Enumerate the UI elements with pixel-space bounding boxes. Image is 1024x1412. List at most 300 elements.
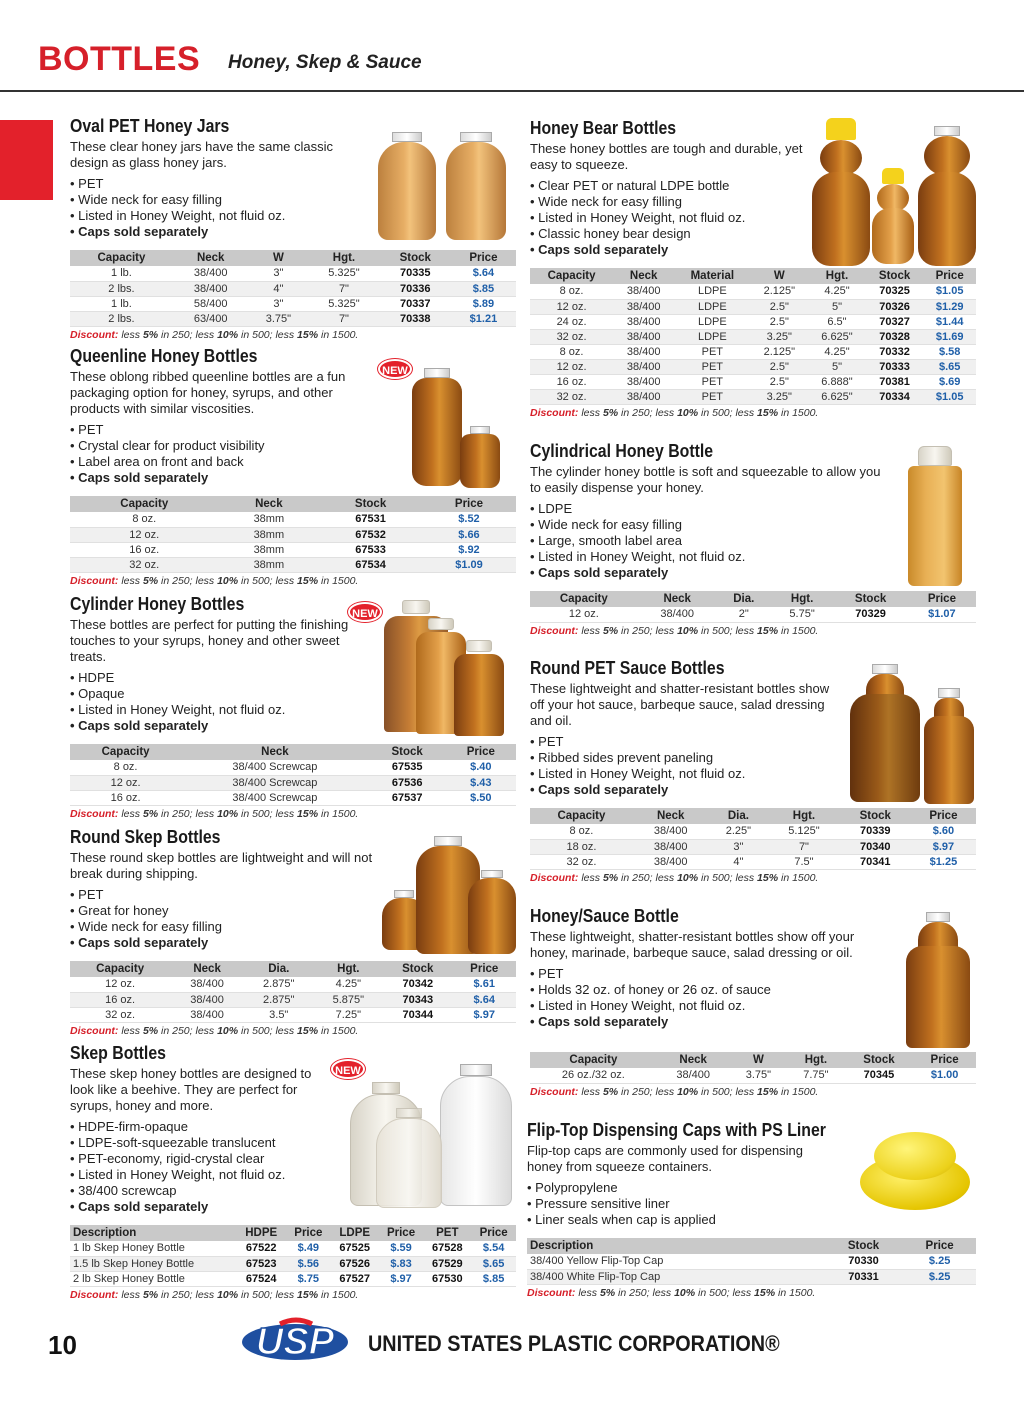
table-cell: 67524 (236, 1271, 286, 1286)
bullet: • PET (70, 887, 516, 903)
table-cell: 12 oz. (530, 607, 638, 622)
column-header: Hgt. (771, 591, 834, 607)
new-badge: NEW (331, 1059, 365, 1079)
table-cell: 70341 (840, 854, 911, 869)
table-cell: 38mm (219, 527, 320, 542)
table-cell: 5.875" (314, 992, 384, 1007)
table-cell: $.56 (286, 1256, 331, 1271)
table-cell: 38/400 (633, 854, 709, 869)
table-cell: $.65 (923, 359, 976, 374)
table-row (70, 281, 516, 296)
table-cell: 38/400 (613, 374, 674, 389)
bullet: • Wide neck for easy filling (70, 919, 516, 935)
table-cell: PET (674, 389, 750, 404)
bullet: • Wide neck for easy filling (530, 194, 976, 210)
table-cell: 6.625" (808, 329, 866, 344)
column-header: Material (674, 268, 750, 284)
bullet: • Wide neck for easy filling (530, 517, 976, 533)
table-cell: $.50 (446, 790, 516, 805)
discount-text: less (118, 807, 143, 820)
discount-text: in 500; less (695, 1286, 755, 1299)
discount-text: in 250; less (158, 807, 218, 820)
discount-note (530, 407, 976, 419)
discount-text: less (118, 574, 143, 587)
discount-text: Discount: (70, 574, 119, 587)
discount-text: Discount: (70, 328, 119, 341)
spec-table (70, 496, 516, 573)
table-cell: 67532 (319, 527, 422, 542)
bullet: • Polypropylene (527, 1180, 976, 1196)
discount-text: in 250; less (618, 871, 678, 884)
table-cell: 1 lb Skep Honey Bottle (70, 1241, 236, 1256)
spec-table (530, 591, 976, 623)
discount-text: 5% (142, 1024, 159, 1037)
table-cell: 4" (709, 854, 769, 869)
discount-note (70, 1289, 516, 1301)
table-cell: $1.09 (422, 557, 516, 572)
section-desc: These lightweight and shatter-resistant bottles show off your hot sauce, barbeque sauce, salad dressing and oil. (530, 681, 830, 728)
table-cell: 4.25" (314, 977, 384, 992)
spec-table (70, 1225, 516, 1287)
table-cell: 67525 (331, 1241, 379, 1256)
bullet: • Caps sold separately (530, 242, 976, 258)
table-cell: 38/400 (657, 1068, 730, 1083)
table-cell: $.65 (471, 1256, 516, 1271)
table-cell: 5" (808, 359, 866, 374)
table-cell: 2.875" (244, 977, 314, 992)
table-cell: 32 oz. (70, 557, 219, 572)
usp-logo-icon (240, 1314, 350, 1366)
column-header: Price (923, 268, 976, 284)
column-header: Stock (380, 250, 451, 266)
discount-text: 5% (602, 1085, 619, 1098)
table-cell: 70337 (380, 296, 451, 311)
bullet: • Caps sold separately (70, 224, 516, 240)
column-header: Dia. (244, 961, 314, 977)
table-cell: 67531 (319, 512, 422, 527)
discount-text: less (578, 1085, 603, 1098)
column-header: Capacity (70, 961, 170, 977)
table-cell: 2.5" (750, 314, 808, 329)
table-cell: 3.25" (750, 389, 808, 404)
table-cell: 24 oz. (530, 314, 613, 329)
section-desc: These round skep bottles are lightweight and will not break during shipping. (70, 850, 373, 881)
sauce-bottle-medium (924, 688, 974, 804)
discount-text: 10% (677, 1085, 699, 1098)
discount-note (70, 808, 516, 820)
oval-jar-small (378, 132, 436, 240)
table-cell: 38/400 (613, 299, 674, 314)
honey-bear-small (872, 168, 914, 264)
table-cell: 67523 (236, 1256, 286, 1271)
discount-text: less (578, 871, 603, 884)
table-cell: $1.07 (908, 607, 976, 622)
discount-text: 10% (674, 1286, 696, 1299)
table-cell: 70331 (824, 1269, 904, 1284)
column-header: Stock (840, 808, 911, 824)
bullet: • Caps sold separately (530, 782, 976, 798)
bullet: • Caps sold separately (530, 1014, 976, 1030)
table-cell: 1 lb. (70, 266, 173, 281)
table-cell: 12 oz. (70, 775, 181, 790)
table-cell: $.60 (911, 824, 976, 839)
table-cell: $.59 (379, 1241, 424, 1256)
table-cell: $.64 (451, 266, 516, 281)
discount-text: in 250; less (158, 574, 218, 587)
section-desc: These lightweight, shatter-resistant bottles show off your honey, marinade, barbeque sauce, salad dressing or oil. (530, 929, 855, 960)
table-cell: $.97 (911, 839, 976, 854)
discount-text: 10% (217, 328, 239, 341)
discount-note (530, 872, 976, 884)
table-cell: 8 oz. (70, 760, 181, 775)
table-row (530, 854, 976, 869)
table-cell: 70328 (866, 329, 924, 344)
table-cell: 38/400 (613, 344, 674, 359)
discount-text: 5% (602, 624, 619, 637)
discount-text: in 250; less (618, 1085, 678, 1098)
table-cell: 2 lb Skep Honey Bottle (70, 1271, 236, 1286)
discount-text: less (575, 1286, 600, 1299)
bullet: • Wide neck for easy filling (70, 192, 516, 208)
discount-text: in 250; less (618, 624, 678, 637)
bullet: • PET (70, 422, 516, 438)
column-header: Capacity (530, 591, 638, 607)
table-row (530, 607, 976, 622)
table-cell: 70327 (866, 314, 924, 329)
discount-text: 15% (297, 328, 319, 341)
table-cell: 12 oz. (70, 527, 219, 542)
bullet: • Crystal clear for product visibility (70, 438, 516, 454)
discount-text: 10% (677, 871, 699, 884)
table-cell: 38/400 (633, 839, 709, 854)
table-cell: 7.5" (768, 854, 839, 869)
table-cell: $1.00 (913, 1068, 976, 1083)
section-title: Oval PET Honey Jars (70, 116, 230, 136)
table-cell: 16 oz. (530, 374, 613, 389)
discount-text: 10% (217, 807, 239, 820)
table-cell: 38mm (219, 512, 320, 527)
column-header: Stock (369, 744, 446, 760)
bullet: • Ribbed sides prevent paneling (530, 750, 976, 766)
column-header: Neck (613, 268, 674, 284)
table-cell: $1.21 (451, 311, 516, 326)
bullet: • Clear PET or natural LDPE bottle (530, 178, 976, 194)
sauce-bottle-large (850, 664, 920, 802)
discount-text: in 500; less (238, 1288, 298, 1301)
honey-bear-tall-left (812, 118, 870, 266)
section-desc: Flip-top caps are commonly used for dispensing honey from squeeze containers. (527, 1143, 804, 1174)
discount-text: in 1500. (778, 624, 819, 637)
table-row (70, 1271, 516, 1286)
column-header: PET (423, 1225, 471, 1241)
table-cell: $1.44 (923, 314, 976, 329)
column-header: Capacity (530, 268, 613, 284)
column-header: Hgt. (308, 250, 379, 266)
skep-bottle-clear (440, 1064, 512, 1206)
table-cell: 38/400 Yellow Flip-Top Cap (527, 1254, 824, 1269)
discount-text: 10% (217, 1024, 239, 1037)
table-cell: 5.325" (308, 266, 379, 281)
round-skep-bottle-medium (468, 870, 516, 954)
red-tab-marker (0, 120, 53, 200)
table-cell: 67528 (423, 1241, 471, 1256)
table-cell: 5" (808, 299, 866, 314)
column-header: Price (471, 1225, 516, 1241)
table-cell: 3.75" (249, 311, 309, 326)
table-row (70, 512, 516, 527)
section-title: Queenline Honey Bottles (70, 346, 258, 366)
bullet: • Opaque (70, 686, 516, 702)
table-cell: 70335 (380, 266, 451, 281)
column-header: Price (286, 1225, 331, 1241)
table-row (530, 1068, 976, 1083)
table-row (530, 374, 976, 389)
column-header: Price (422, 496, 516, 512)
table-cell: 5.75" (771, 607, 834, 622)
discount-text: 10% (677, 624, 699, 637)
discount-note (70, 1025, 516, 1037)
bullet: • LDPE-soft-squeezable translucent (70, 1135, 516, 1151)
table-cell: $.69 (923, 374, 976, 389)
bullet: • Large, smooth label area (530, 533, 976, 549)
column-header: Dia. (717, 591, 771, 607)
table-row (70, 790, 516, 805)
column-header: Capacity (70, 496, 219, 512)
discount-text: 5% (142, 807, 159, 820)
table-row (70, 775, 516, 790)
bullet: • HDPE (70, 670, 516, 686)
column-header: Stock (833, 591, 907, 607)
bullet: • PET (530, 734, 976, 750)
table-cell: 38/400 (613, 329, 674, 344)
table-cell: 38/400 (613, 389, 674, 404)
table-cell: 16 oz. (70, 542, 219, 557)
table-cell: 2 lbs. (70, 311, 173, 326)
spec-table (530, 808, 976, 870)
table-cell: 6.5" (808, 314, 866, 329)
table-cell: 70340 (840, 839, 911, 854)
column-header: Neck (638, 591, 717, 607)
table-cell: 3.5" (244, 1007, 314, 1022)
column-header: Stock (824, 1238, 904, 1254)
discount-text: in 1500. (318, 574, 359, 587)
discount-text: 15% (754, 1286, 776, 1299)
discount-text: 5% (142, 574, 159, 587)
discount-text: in 250; less (618, 406, 678, 419)
table-cell: LDPE (674, 314, 750, 329)
column-header: Capacity (70, 250, 173, 266)
table-row (530, 824, 976, 839)
section-desc: The cylinder honey bottle is soft and squeezable to allow you to easily dispense your honey. (530, 464, 881, 495)
cylinder-bottle-small (454, 640, 504, 736)
table-cell: 3.75" (730, 1068, 788, 1083)
bullet: • Listed in Honey Weight, not fluid oz. (70, 702, 516, 718)
table-row (70, 296, 516, 311)
table-cell: 5.325" (308, 296, 379, 311)
discount-text: less (578, 406, 603, 419)
bullet: • Liner seals when cap is applied (527, 1212, 976, 1228)
discount-text: in 250; less (615, 1286, 675, 1299)
spec-table (527, 1238, 976, 1285)
spec-table (530, 1052, 976, 1084)
discount-note (70, 575, 516, 587)
table-row (530, 284, 976, 299)
table-row (527, 1254, 976, 1269)
column-header: Description (70, 1225, 236, 1241)
discount-text: 5% (599, 1286, 616, 1299)
discount-text: 15% (757, 406, 779, 419)
table-cell: $1.29 (923, 299, 976, 314)
table-cell: 8 oz. (530, 344, 613, 359)
table-cell: 67529 (423, 1256, 471, 1271)
discount-text: less (118, 328, 143, 341)
spec-table (70, 961, 516, 1023)
table-cell: $.97 (452, 1007, 516, 1022)
table-cell: 70334 (866, 389, 924, 404)
table-cell: 38/400 (173, 266, 249, 281)
discount-text: in 500; less (238, 328, 298, 341)
table-cell: 7" (768, 839, 839, 854)
bullet: • Listed in Honey Weight, not fluid oz. (530, 549, 976, 565)
discount-text: 15% (757, 624, 779, 637)
table-cell: $.64 (452, 992, 516, 1007)
column-header: Price (903, 1238, 976, 1254)
section-title: Honey Bear Bottles (530, 118, 677, 138)
table-cell: 8 oz. (530, 824, 633, 839)
table-cell: PET (674, 359, 750, 374)
new-badge: NEW (378, 359, 412, 379)
table-cell: 4" (249, 281, 309, 296)
bullet: • Label area on front and back (70, 454, 516, 470)
honey-sauce-bottle (906, 912, 970, 1048)
discount-text: in 500; less (698, 871, 758, 884)
bullet: • Caps sold separately (70, 470, 516, 486)
discount-text: in 1500. (318, 807, 359, 820)
discount-text: less (578, 624, 603, 637)
table-cell: 2.5" (750, 359, 808, 374)
table-row (530, 359, 976, 374)
table-cell: $.49 (286, 1241, 331, 1256)
column-header: Price (913, 1052, 976, 1068)
column-header: Price (379, 1225, 424, 1241)
discount-text: Discount: (70, 1024, 119, 1037)
column-header: Stock (319, 496, 422, 512)
table-cell: $.97 (379, 1271, 424, 1286)
discount-text: 10% (677, 406, 699, 419)
discount-text: Discount: (530, 871, 579, 884)
table-cell: 58/400 (173, 296, 249, 311)
table-cell: 32 oz. (530, 329, 613, 344)
table-cell: 63/400 (173, 311, 249, 326)
discount-note (530, 625, 976, 637)
column-header: Stock (383, 961, 452, 977)
table-row (530, 314, 976, 329)
table-cell: 38/400 (638, 607, 717, 622)
table-row (70, 557, 516, 572)
column-header: LDPE (331, 1225, 379, 1241)
table-cell: 38/400 White Flip-Top Cap (527, 1269, 824, 1284)
column-header: Neck (173, 250, 249, 266)
table-cell: 32 oz. (70, 1007, 170, 1022)
table-cell: 3" (249, 296, 309, 311)
bullet: • PET (530, 966, 976, 982)
table-cell: LDPE (674, 299, 750, 314)
discount-text: in 500; less (238, 574, 298, 587)
table-cell: 4.25" (808, 284, 866, 299)
table-row (530, 329, 976, 344)
new-badge: NEW (348, 602, 382, 622)
page-header (0, 0, 1024, 92)
column-header: Capacity (530, 808, 633, 824)
table-cell: $.75 (286, 1271, 331, 1286)
table-row (530, 344, 976, 359)
table-cell: 38/400 (613, 314, 674, 329)
discount-text: in 500; less (698, 1085, 758, 1098)
discount-text: less (118, 1024, 143, 1037)
discount-text: Discount: (530, 406, 579, 419)
bullet: • Pressure sensitive liner (527, 1196, 976, 1212)
discount-text: in 1500. (318, 1288, 359, 1301)
table-cell: 70336 (380, 281, 451, 296)
table-cell: 38/400 Screwcap (181, 790, 369, 805)
discount-text: Discount: (530, 1085, 579, 1098)
table-cell: 67537 (369, 790, 446, 805)
table-cell: 38/400 (633, 824, 709, 839)
table-cell: 38/400 (173, 281, 249, 296)
discount-text: in 250; less (158, 328, 218, 341)
bullet: • Listed in Honey Weight, not fluid oz. (530, 210, 976, 226)
table-cell: 6.625" (808, 389, 866, 404)
discount-text: Discount: (530, 624, 579, 637)
column-header: Neck (219, 496, 320, 512)
discount-text: Discount: (70, 807, 119, 820)
bullet: • Listed in Honey Weight, not fluid oz. (530, 998, 976, 1014)
table-cell: 2.125" (750, 344, 808, 359)
table-cell: 70344 (383, 1007, 452, 1022)
column-header: Description (527, 1238, 824, 1254)
table-cell: 2 lbs. (70, 281, 173, 296)
bullet: • Listed in Honey Weight, not fluid oz. (70, 208, 516, 224)
table-row (70, 760, 516, 775)
section-title: Round Skep Bottles (70, 827, 221, 847)
table-cell: $.83 (379, 1256, 424, 1271)
column-header: Neck (170, 961, 244, 977)
discount-text: 10% (217, 1288, 239, 1301)
table-cell: 38/400 (170, 992, 244, 1007)
discount-text: in 250; less (158, 1024, 218, 1037)
discount-text: 5% (142, 1288, 159, 1301)
table-row (70, 266, 516, 281)
section-desc: These oblong ribbed queenline bottles are a fun packaging option for honey, syrups, and other products with similar viscosities. (70, 369, 346, 416)
table-cell: 67527 (331, 1271, 379, 1286)
bullet: • LDPE (530, 501, 976, 517)
table-cell: $1.25 (911, 854, 976, 869)
discount-text: Discount: (70, 1288, 119, 1301)
discount-text: 5% (602, 871, 619, 884)
table-cell: 38/400 (170, 977, 244, 992)
table-cell: 32 oz. (530, 389, 613, 404)
discount-text: 15% (297, 807, 319, 820)
spec-table (530, 268, 976, 405)
column-header: Hgt. (808, 268, 866, 284)
table-cell: $.92 (422, 542, 516, 557)
table-cell: 18 oz. (530, 839, 633, 854)
discount-text: 15% (297, 1024, 319, 1037)
table-cell: $.58 (923, 344, 976, 359)
column-header: W (249, 250, 309, 266)
company-name: UNITED STATES PLASTIC CORPORATION® (368, 1331, 780, 1356)
table-cell: $.54 (471, 1241, 516, 1256)
